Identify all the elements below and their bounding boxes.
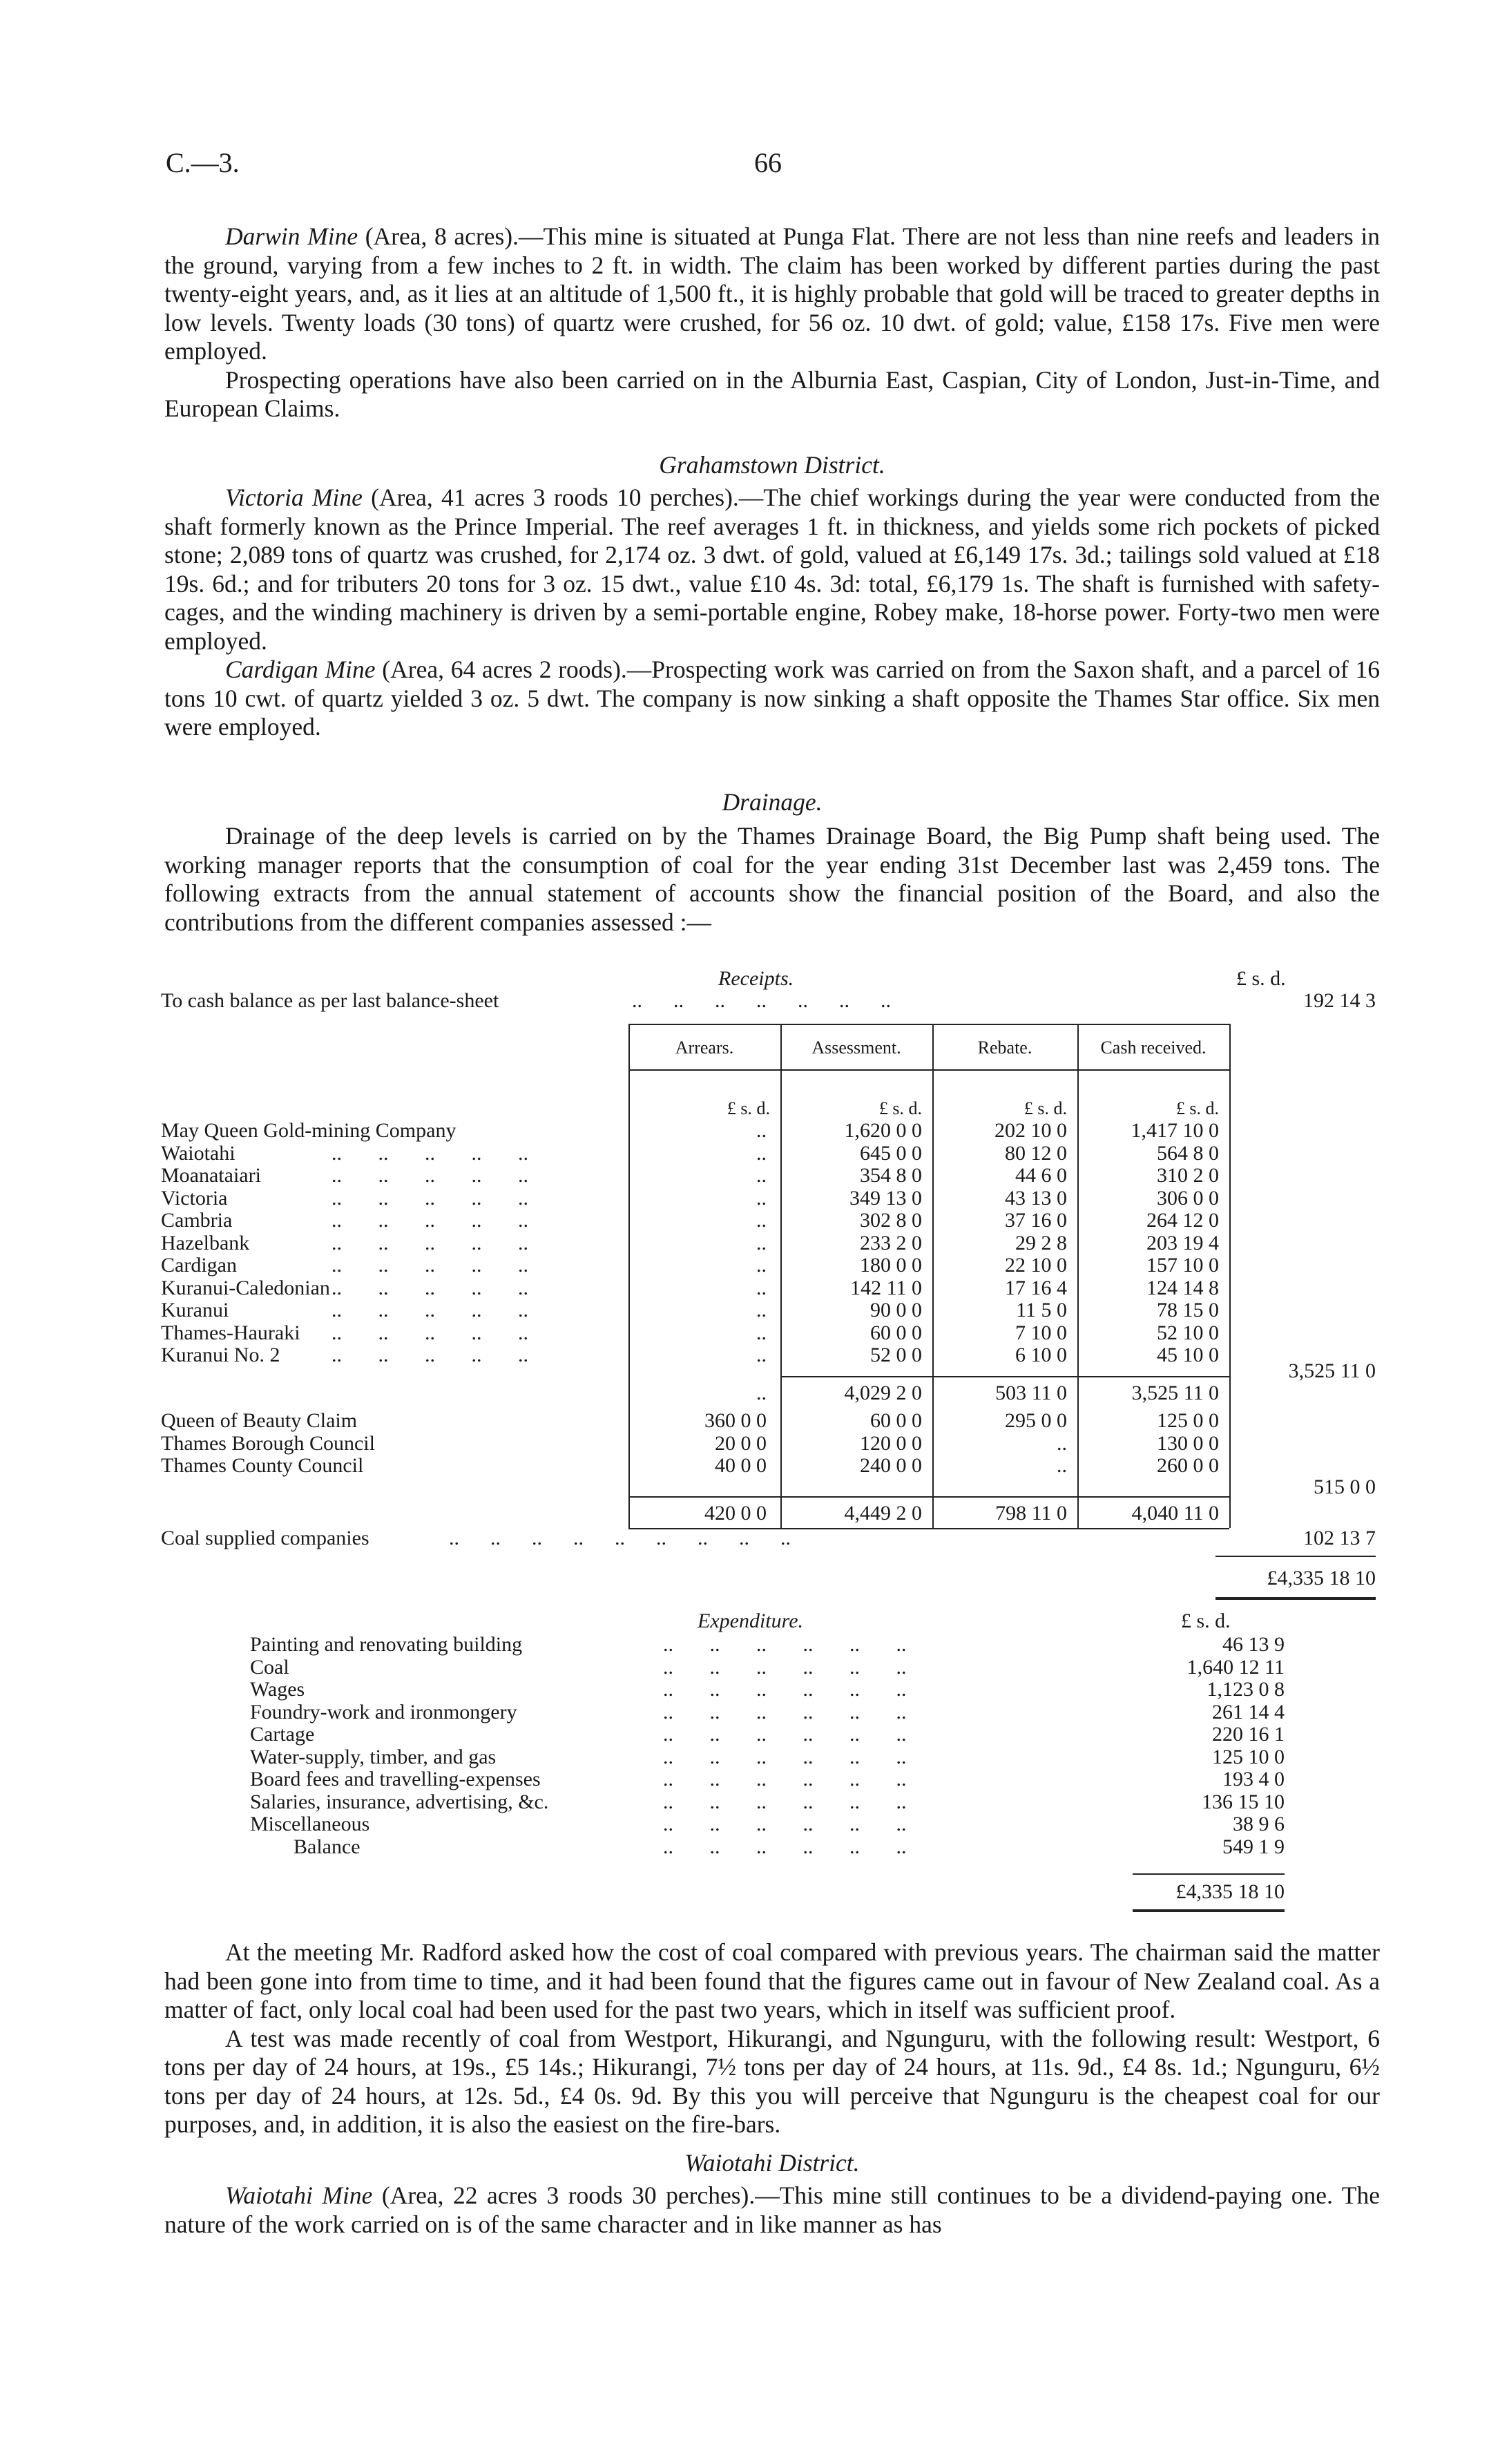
unit-rebate: £ s. d. xyxy=(1023,1098,1067,1118)
rebate-cell: .. xyxy=(1057,1454,1067,1477)
company-name: Kuranui-Caledonian xyxy=(161,1276,330,1299)
expenditure-label: Cartage xyxy=(250,1723,315,1746)
leader-dots: .. .. .. .. .. .. xyxy=(663,1790,907,1813)
assessment-cell: 52 0 0 xyxy=(870,1344,922,1366)
total-arrears: 420 0 0 xyxy=(704,1502,767,1525)
grand-total-double-rule xyxy=(1215,1597,1376,1600)
leader-dots: .. .. .. .. .. xyxy=(331,1299,528,1321)
expenditure-total-double-rule xyxy=(1133,1909,1285,1912)
expenditure-value: 549 1 9 xyxy=(1222,1835,1285,1858)
arrears-cell: 360 0 0 xyxy=(704,1409,767,1432)
cardigan-mine-paragraph: Cardigan Mine (Area, 64 acres 2 roods).—Prospecting work was carried on from the Saxon shaft, and a parcel of 16 tons 10 cwt. of quartz yielded 3 oz. 5 dwt. The company is now sinking a shaft opposite the Thames Star office. Six men were employed. xyxy=(164,656,1380,741)
leader-dots: .. .. .. .. .. xyxy=(331,1254,528,1277)
assessment-cell: 349 13 0 xyxy=(849,1186,922,1210)
cash-cell: 130 0 0 xyxy=(1157,1431,1219,1455)
coal-supplied-label: Coal supplied companies xyxy=(161,1527,369,1549)
company-name: Kuranui No. 2 xyxy=(161,1344,280,1366)
coal-supplied-value: 102 13 7 xyxy=(1303,1527,1376,1549)
leader-dots: .. .. .. .. .. xyxy=(331,1209,528,1232)
assessment-cell: 240 0 0 xyxy=(860,1454,922,1477)
col-header-cash: Cash received. xyxy=(1100,1038,1207,1058)
totals-rule xyxy=(628,1496,1229,1498)
arrears-cell: 20 0 0 xyxy=(715,1431,767,1455)
company-name: May Queen Gold-mining Company xyxy=(161,1119,456,1142)
leader-dots: .. .. .. .. .. xyxy=(331,1164,528,1187)
col-rule xyxy=(1229,1024,1231,1528)
leader-dots: .. .. .. .. .. xyxy=(331,1186,528,1210)
leader-dots: .. .. .. .. .. .. .. .. .. xyxy=(449,1527,791,1549)
expenditure-label: Coal xyxy=(250,1655,289,1679)
arrears-cell: .. xyxy=(756,1254,767,1277)
subtotal-rule xyxy=(780,1376,1229,1377)
cash-cell: 157 10 0 xyxy=(1146,1254,1219,1277)
total-rebate: 798 11 0 xyxy=(995,1502,1067,1525)
cash-cell: 564 8 0 xyxy=(1157,1141,1219,1165)
receipts-lsd-header: £ s. d. xyxy=(1236,967,1286,990)
expenditure-lsd-header: £ s. d. xyxy=(1181,1610,1231,1632)
assessment-cell: 302 8 0 xyxy=(860,1209,922,1232)
expenditure-value: 46 13 9 xyxy=(1222,1633,1285,1656)
unit-arrears: £ s. d. xyxy=(727,1098,770,1118)
arrears-cell: 40 0 0 xyxy=(715,1454,767,1477)
document-code: C.—3. xyxy=(166,147,240,178)
expenditure-total: £4,335 18 10 xyxy=(1175,1880,1285,1903)
cash-cell: 45 10 0 xyxy=(1157,1344,1219,1366)
rebate-cell: 37 16 0 xyxy=(1005,1209,1067,1232)
subtotal-rebate: 503 11 0 xyxy=(995,1382,1067,1404)
cash-cell: 52 10 0 xyxy=(1157,1321,1219,1344)
expenditure-value: 125 10 0 xyxy=(1212,1745,1285,1768)
arrears-cell: .. xyxy=(756,1299,767,1321)
assessment-cell: 60 0 0 xyxy=(870,1321,922,1344)
assessment-cell: 233 2 0 xyxy=(860,1231,922,1254)
receipts-title: Receipts. xyxy=(718,967,794,990)
prospecting-paragraph: Prospecting operations have also been carried on in the Alburnia East, Caspian, City of London, Just-in-Time, and European Claims. xyxy=(164,365,1380,422)
rebate-cell: 29 2 8 xyxy=(1015,1231,1067,1254)
leader-dots: .. .. .. .. .. xyxy=(331,1321,528,1344)
arrears-cell: .. xyxy=(756,1141,767,1165)
expenditure-label: Wages xyxy=(250,1678,305,1701)
cash-cell: 1,417 10 0 xyxy=(1131,1119,1219,1142)
expenditure-value: 38 9 6 xyxy=(1233,1813,1285,1835)
rebate-cell: 22 10 0 xyxy=(1005,1254,1067,1277)
leader-dots: .. .. .. .. .. .. xyxy=(663,1768,907,1790)
leader-dots: .. .. .. .. .. .. xyxy=(663,1633,907,1656)
expenditure-value: 136 15 10 xyxy=(1202,1790,1285,1813)
waiotahi-section xyxy=(164,2181,1380,2239)
page-number: 66 xyxy=(754,147,782,178)
arrears-cell: .. xyxy=(756,1164,767,1187)
arrears-cell: .. xyxy=(756,1321,767,1344)
leader-dots: .. .. .. .. .. .. xyxy=(663,1723,907,1746)
cash-cell: 124 14 8 xyxy=(1146,1276,1219,1299)
assessment-cell: 645 0 0 xyxy=(860,1141,922,1165)
leader-dots: .. .. .. .. .. .. xyxy=(663,1700,907,1723)
closing-section xyxy=(164,1938,1380,2139)
rebate-cell: .. xyxy=(1057,1431,1067,1455)
assessment-cell: 142 11 0 xyxy=(850,1276,922,1299)
coal-test-paragraph: A test was made recently of coal from Westport, Hikurangi, and Ngunguru, with the following result: Westport, 6 tons per day of 24 hours, at 19s., £5 14s.; Hikurangi, 7½ tons per day of 24 hours, at 11s. 9d., £4 8s. 1d.; Ngunguru, 6½ tons per day of 24 hours, at 12s. 5d., £4 0s. 9d. By this you will perceive that Ngunguru is the cheapest coal for our purposes, and, in addition, it is also the easiest on the fire-bars. xyxy=(164,2024,1380,2138)
total-assessment: 4,449 2 0 xyxy=(844,1502,922,1525)
subtotal-outer-1: 3,525 11 0 xyxy=(1288,1359,1376,1382)
company-name: Kuranui xyxy=(161,1299,229,1321)
subtotal-arrears: .. xyxy=(756,1382,767,1404)
leader-dots: .. .. .. .. .. xyxy=(331,1344,528,1366)
arrears-cell: .. xyxy=(756,1231,767,1254)
leader-dots: .. .. .. .. .. .. xyxy=(663,1813,907,1835)
arrears-cell: .. xyxy=(756,1276,767,1299)
expenditure-value: 1,640 12 11 xyxy=(1186,1655,1285,1679)
col-header-assessment: Assessment. xyxy=(811,1038,901,1058)
assessment-cell: 90 0 0 xyxy=(870,1299,922,1321)
company-name: Thames Borough Council xyxy=(161,1431,375,1455)
assessment-cell: 60 0 0 xyxy=(870,1409,922,1432)
rebate-cell: 43 13 0 xyxy=(1005,1186,1067,1210)
rebate-cell: 80 12 0 xyxy=(1005,1141,1067,1165)
rebate-cell: 11 5 0 xyxy=(1016,1299,1067,1321)
company-name: Cardigan xyxy=(161,1254,237,1277)
grahamstown-section xyxy=(164,484,1380,742)
cash-cell: 203 19 4 xyxy=(1146,1231,1219,1254)
unit-cash: £ s. d. xyxy=(1175,1098,1219,1118)
rebate-cell: 6 10 0 xyxy=(1015,1344,1067,1366)
waiotahi-mine-paragraph: Waiotahi Mine (Area, 22 acres 3 roods 30 perches).—This mine still continues to be a dividend-paying one. The nature of the work carried on is of the same character and in like manner as has xyxy=(164,2181,1381,2238)
intro-section xyxy=(164,222,1380,423)
expenditure-label: Painting and renovating building xyxy=(250,1633,523,1656)
expenditure-value: 220 16 1 xyxy=(1212,1723,1285,1746)
grahamstown-heading: Grahamstown District. xyxy=(659,451,885,479)
assessment-cell: 180 0 0 xyxy=(860,1254,922,1277)
unit-assessment: £ s. d. xyxy=(878,1098,922,1118)
leader-dots: .. .. .. .. .. .. xyxy=(663,1835,907,1858)
leader-dots: .. .. .. .. .. xyxy=(331,1141,528,1165)
expenditure-value: 261 14 4 xyxy=(1212,1700,1285,1723)
arrears-cell: .. xyxy=(756,1186,767,1210)
company-name: Thames-Hauraki xyxy=(161,1321,300,1344)
grand-total-rule xyxy=(1215,1556,1376,1557)
assessment-cell: 1,620 0 0 xyxy=(844,1119,922,1142)
cash-cell: 260 0 0 xyxy=(1157,1454,1219,1477)
subtotal-cash: 3,525 11 0 xyxy=(1131,1382,1219,1404)
company-name: Hazelbank xyxy=(161,1231,250,1254)
waiotahi-heading: Waiotahi District. xyxy=(684,2149,860,2177)
cash-cell: 125 0 0 xyxy=(1157,1409,1219,1432)
company-name: Queen of Beauty Claim xyxy=(161,1409,358,1432)
expenditure-label: Foundry-work and ironmongery xyxy=(250,1700,517,1723)
arrears-cell: .. xyxy=(756,1209,767,1232)
cash-cell: 78 15 0 xyxy=(1157,1299,1219,1321)
rebate-cell: 202 10 0 xyxy=(994,1119,1067,1142)
table-header-rule xyxy=(628,1069,1229,1071)
drainage-paragraph: Drainage of the deep levels is carried on by the Thames Drainage Board, the Big Pump shaft being used. The working manager reports that the consumption of coal for the year ending 31st December last was 2,459 tons. The following extracts from the annual statement of accounts show the financial position of the Board, and also the contributions from the different companies assessed :— xyxy=(164,822,1380,936)
subtotal-assessment: 4,029 2 0 xyxy=(844,1382,922,1404)
expenditure-label: Water-supply, timber, and gas xyxy=(250,1745,497,1768)
total-cash: 4,040 11 0 xyxy=(1131,1502,1219,1525)
rebate-cell: 7 10 0 xyxy=(1015,1321,1067,1344)
col-header-rebate: Rebate. xyxy=(977,1038,1032,1058)
expenditure-total-rule xyxy=(1133,1873,1285,1875)
cash-balance-value: 192 14 3 xyxy=(1303,989,1376,1012)
company-name: Waiotahi xyxy=(161,1141,236,1165)
expenditure-label: Miscellaneous xyxy=(250,1813,370,1835)
assessment-cell: 120 0 0 xyxy=(860,1431,922,1455)
expenditure-label: Salaries, insurance, advertising, &c. xyxy=(250,1790,549,1813)
receipts-grand-total: £4,335 18 10 xyxy=(1267,1567,1376,1589)
victoria-mine-paragraph: Victoria Mine (Area, 41 acres 3 roods 10 perches).—The chief workings during the year were conducted from the shaft formerly known as the Prince Imperial. The reef averages 1 ft. in thickness, and yields some rich pockets of picked stone; 2,089 tons of quartz was crushed, for 2,174 oz. 3 dwt. of gold, valued at £6,149 17s. 3d.; tailings sold valued at £18 19s. 6d.; and for tributers 20 tons for 3 oz. 15 dwt., value £10 4s. 3d: total, £6,179 1s. The shaft is furnished with safety-cages, and the winding machinery is driven by a semi-portable engine, Robey make, 18-horse power. Forty-two men were employed. xyxy=(164,484,1381,655)
company-name: Thames County Council xyxy=(161,1454,364,1477)
cash-cell: 264 12 0 xyxy=(1146,1209,1219,1232)
table-top-rule xyxy=(628,1024,1229,1025)
drainage-section xyxy=(164,822,1380,937)
expenditure-value: 1,123 0 8 xyxy=(1207,1678,1285,1701)
leader-dots: .. .. .. .. .. .. xyxy=(663,1745,907,1768)
assessment-cell: 354 8 0 xyxy=(860,1164,922,1187)
leader-dots: .. .. .. .. .. xyxy=(331,1231,528,1254)
expenditure-label: Balance xyxy=(294,1835,361,1858)
leader-dots: .. .. .. .. .. .. .. xyxy=(632,989,891,1012)
leader-dots: .. .. .. .. .. xyxy=(331,1276,528,1299)
arrears-cell: .. xyxy=(756,1344,767,1366)
company-name: Cambria xyxy=(161,1209,233,1232)
expenditure-label: Board fees and travelling-expenses xyxy=(250,1768,541,1790)
company-name: Moanataiari xyxy=(161,1164,261,1187)
expenditure-title: Expenditure. xyxy=(698,1610,804,1632)
rebate-cell: 44 6 0 xyxy=(1015,1164,1067,1187)
leader-dots: .. .. .. .. .. .. xyxy=(663,1655,907,1679)
leader-dots: .. .. .. .. .. .. xyxy=(663,1678,907,1701)
subtotal-outer-2: 515 0 0 xyxy=(1314,1475,1376,1498)
rebate-cell: 17 16 4 xyxy=(1005,1276,1067,1299)
rebate-cell: 295 0 0 xyxy=(1005,1409,1067,1432)
col-header-arrears: Arrears. xyxy=(675,1038,734,1058)
expenditure-value: 193 4 0 xyxy=(1222,1768,1285,1790)
company-name: Victoria xyxy=(161,1186,228,1210)
coal-comparison-paragraph: At the meeting Mr. Radford asked how the cost of coal compared with previous years. The chairman said the matter had been gone into from time to time, and it had been found that the figures came out in favour of New Zealand coal. As a matter of fact, only local coal had been used for the past two years, which in itself was sufficient proof. xyxy=(164,1938,1380,2023)
darwin-mine-paragraph: Darwin Mine (Area, 8 acres).—This mine is situated at Punga Flat. There are not less than nine reefs and leaders in the ground, varying from a few inches to 2 ft. in width. The claim has been worked by different parties during the past twenty-eight years, and, as it lies at an altitude of 1,500 ft., it is highly probable that gold will be traced to greater depths in low levels. Twenty loads (30 tons) of quartz were crushed, for 56 oz. 10 dwt. of gold; value, £158 17s. Five men were employed. xyxy=(164,222,1380,365)
cash-balance-label: To cash balance as per last balance-sheet xyxy=(161,989,499,1012)
drainage-heading: Drainage. xyxy=(722,788,823,816)
arrears-cell: .. xyxy=(756,1119,767,1142)
cash-cell: 306 0 0 xyxy=(1157,1186,1219,1210)
cash-cell: 310 2 0 xyxy=(1157,1164,1219,1187)
